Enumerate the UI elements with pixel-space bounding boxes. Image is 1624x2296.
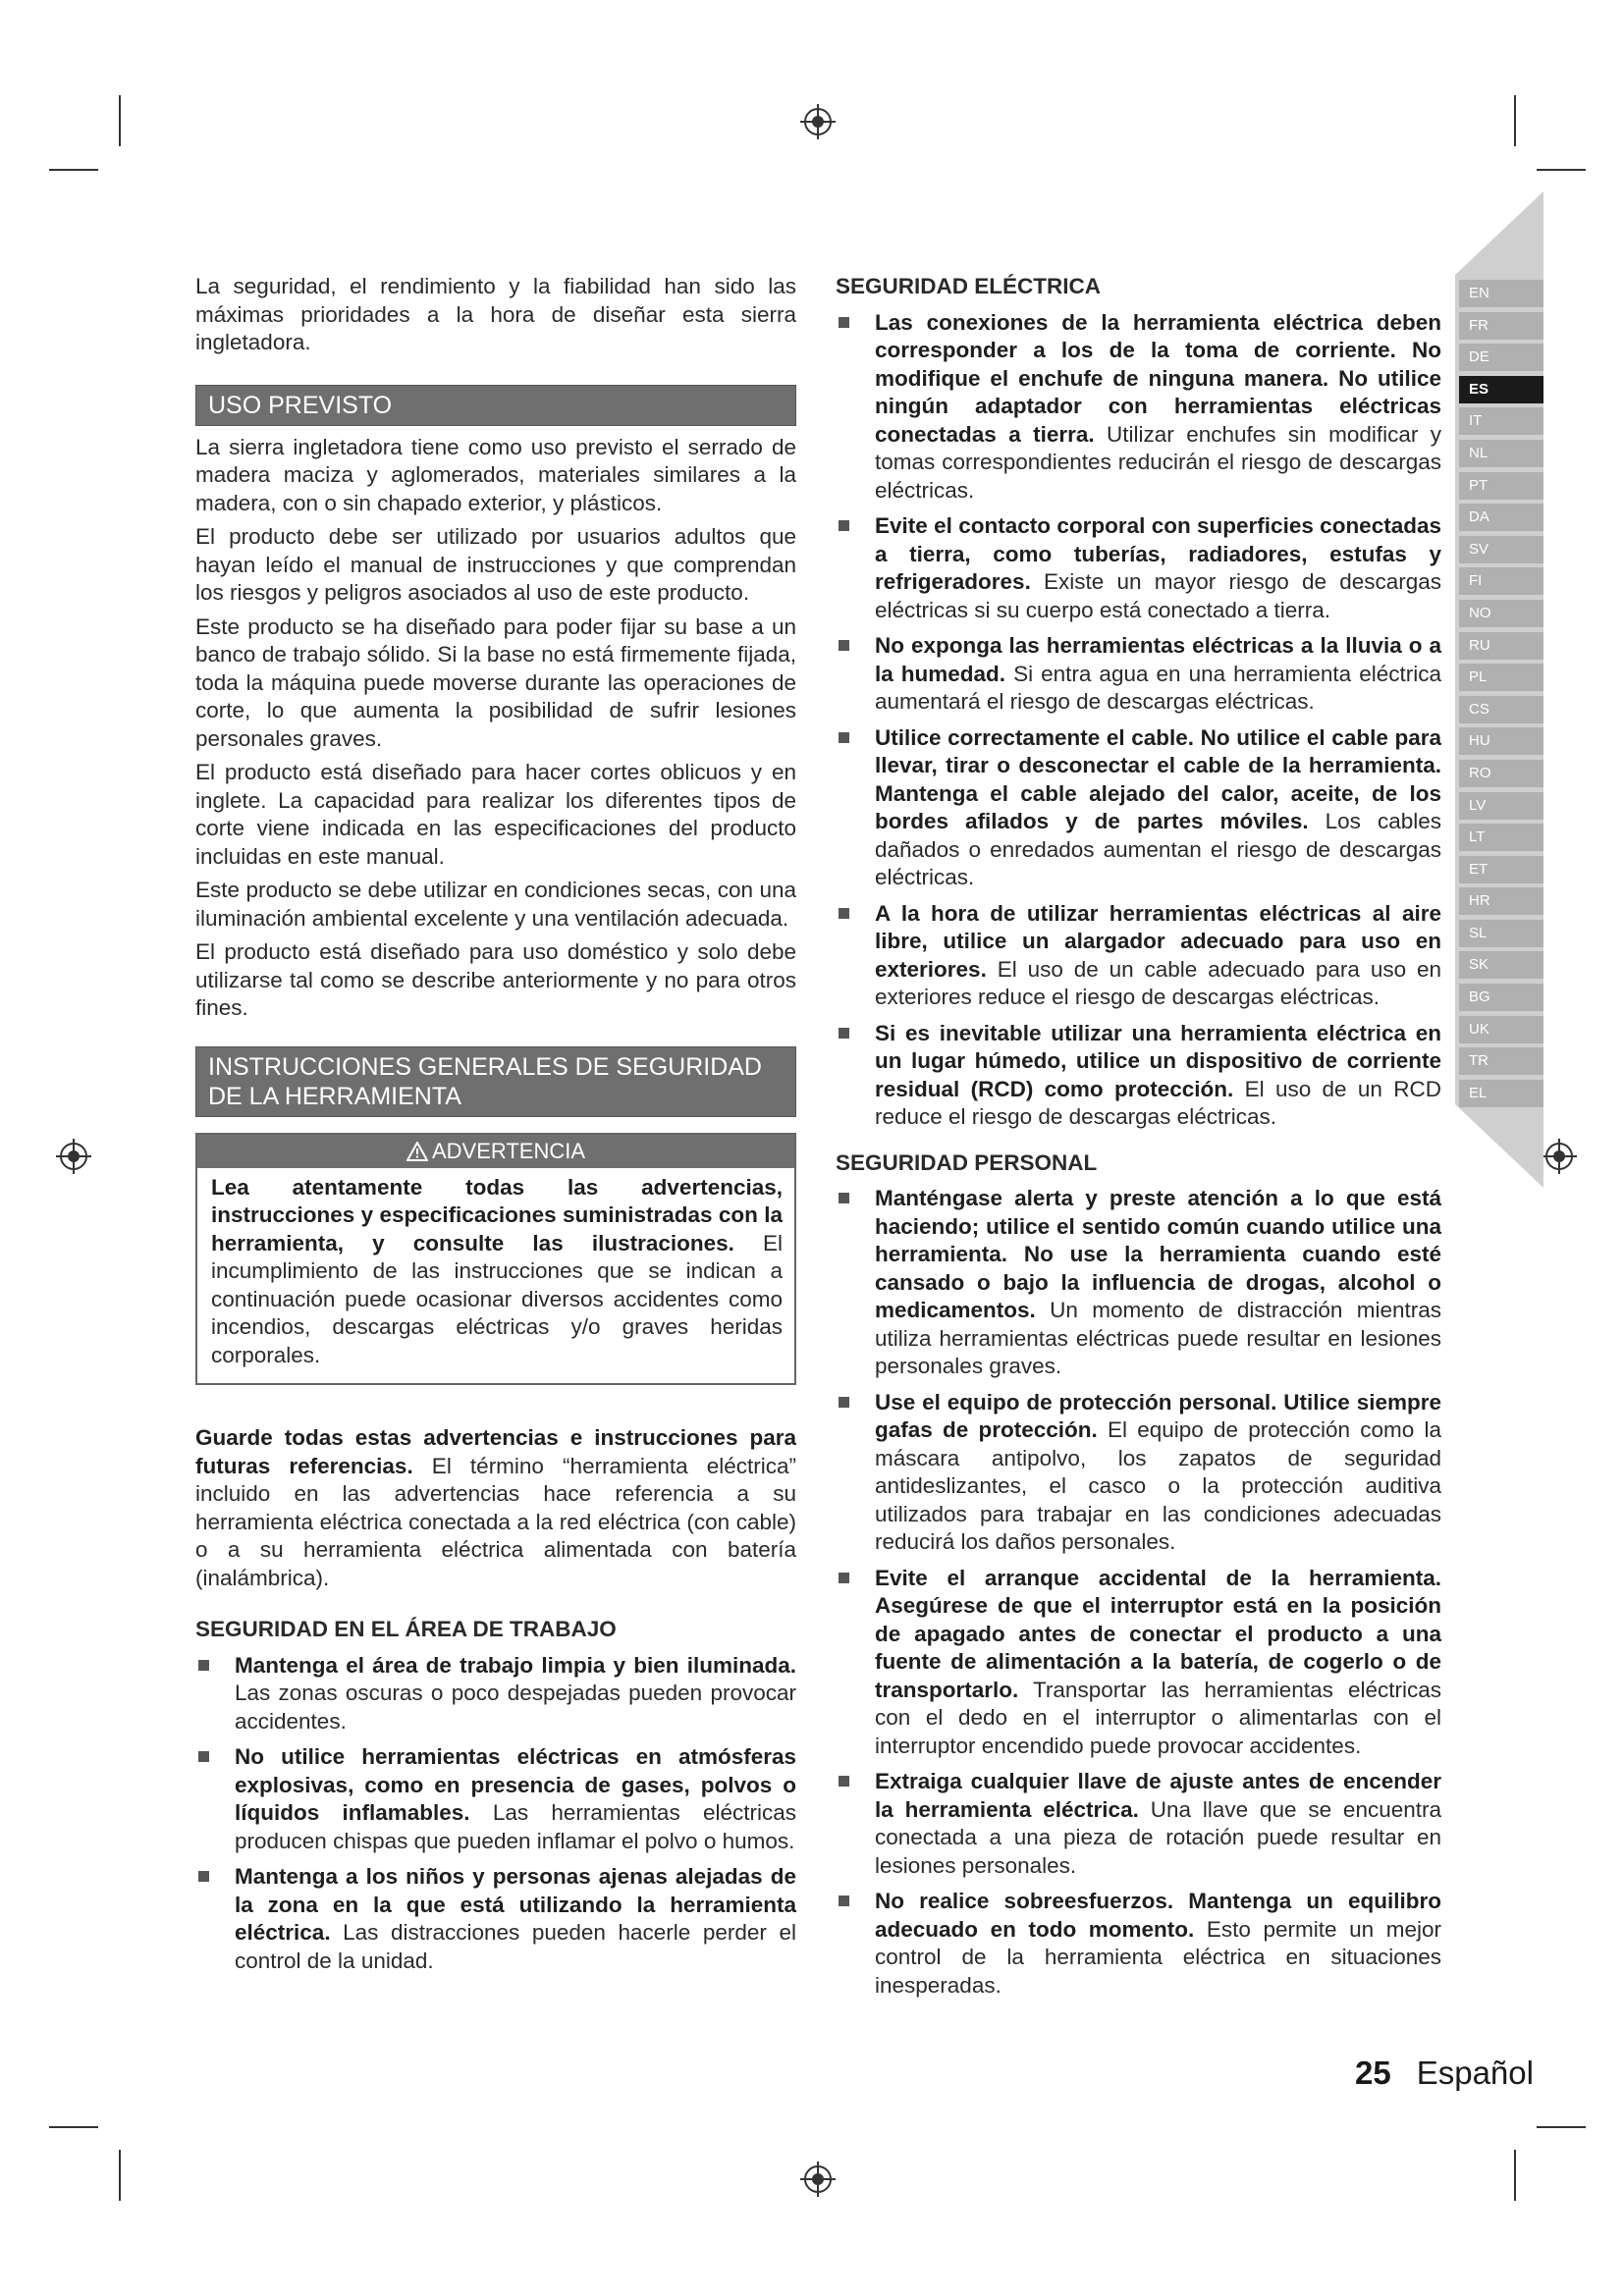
registration-mark-icon: [1540, 1137, 1579, 1176]
bullet-icon: [839, 640, 849, 651]
item-bold: Extraiga cualquier llave de ajuste antes de encender la herramienta eléctrica.: [875, 1769, 1441, 1822]
list-item: [836, 724, 1441, 892]
list-item: [836, 632, 1441, 717]
crop-mark: [1537, 169, 1586, 171]
bullet-icon: [839, 1776, 849, 1787]
crop-mark: [1514, 2150, 1516, 2201]
list-item: [836, 1888, 1441, 2000]
language-tab-sk[interactable]: SK: [1459, 951, 1543, 979]
item-text: Si entra agua en una herramienta eléctrica aumentará el riesgo de descargas eléctricas.: [875, 661, 1442, 714]
area-trabajo-list: [195, 1652, 796, 1976]
language-tab-sv[interactable]: SV: [1459, 536, 1543, 563]
registration-mark-icon: [54, 1137, 93, 1176]
paragraph: Este producto se ha diseñado para poder fijar su base a un banco de trabajo sólido. Si la base no está firmemente fijada, toda la máquina puede moverse durante las operaciones de corte, lo que aumenta la posibilidad de sufrir lesiones personales graves.: [195, 614, 796, 751]
item-text: Transportar las herramientas eléctricas con el dedo en el interruptor o alimentarlas con el interruptor encendido puede provocar accidentes.: [875, 1677, 1441, 1758]
language-tab-sl[interactable]: SL: [1459, 920, 1543, 947]
item-bold: Evite el contacto corporal con superficies conectadas a tierra, como tuberías, radiadores, estufas y refrigeradores.: [875, 513, 1441, 594]
list-item: [836, 1185, 1441, 1381]
list-item: [836, 1020, 1441, 1132]
language-tab-et[interactable]: ET: [1459, 856, 1543, 883]
bullet-icon: [839, 732, 849, 743]
item-bold: No realice sobreesfuerzos. Mantenga un equilibro adecuado en todo momento.: [875, 1889, 1441, 1942]
keep-bold: Guarde todas estas advertencias e instrucciones para futuras referencias.: [195, 1425, 796, 1478]
warning-bold: Lea atentamente todas las advertencias, instrucciones y especificaciones suministradas con la herramienta, y consulte las ilustraciones.: [211, 1174, 783, 1255]
list-item: [195, 1743, 796, 1855]
language-tab-en[interactable]: EN: [1459, 280, 1543, 307]
item-text: Las distracciones pueden hacerle perder el control de la unidad.: [235, 1920, 796, 1973]
registration-mark-icon: [798, 2160, 838, 2199]
language-tab-it[interactable]: IT: [1459, 407, 1543, 435]
item-text: El equipo de protección como la máscara antipolvo, los zapatos de seguridad antideslizantes, el casco o la protección auditiva utilizados para trabajar en las condiciones adecuadas reducirá los daños personales.: [875, 1417, 1441, 1554]
item-bold: No utilice herramientas eléctricas en atmósferas explosivas, como en presencia de gases, polvos o líquidos inflamables.: [235, 1744, 796, 1825]
language-tab-bg[interactable]: BG: [1459, 984, 1543, 1011]
item-text: Existe un mayor riesgo de descargas eléctricas si su cuerpo está conectado a tierra.: [875, 569, 1441, 622]
warning-label: ADVERTENCIA: [431, 1138, 586, 1163]
crop-mark: [1537, 2126, 1586, 2128]
item-text: El uso de un RCD reduce el riesgo de descargas eléctricas.: [875, 1076, 1442, 1129]
bullet-icon: [839, 1896, 849, 1906]
item-text: Un momento de distracción mientras utiliza herramientas eléctricas puede resultar en lesiones personales graves.: [875, 1298, 1441, 1378]
item-bold: A la hora de utilizar herramientas eléctricas al aire libre, utilice un alargador adecuado para uso en exteriores.: [875, 900, 1441, 982]
item-text: Los cables dañados o enredados aumentan el riesgo de descargas eléctricas.: [875, 809, 1441, 889]
language-tab-ro[interactable]: RO: [1459, 760, 1543, 787]
bullet-icon: [839, 1028, 849, 1039]
language-tab-hu[interactable]: HU: [1459, 727, 1543, 755]
warning-text: [197, 1168, 794, 1378]
subheading-personal: SEGURIDAD PERSONAL: [836, 1149, 1098, 1175]
crop-mark: [49, 2126, 98, 2128]
bullet-icon: [839, 1193, 849, 1203]
list-item: [195, 1652, 796, 1736]
keep-body: El término “herramienta eléctrica” incluido en las advertencias hace referencia a su herramienta eléctrica conectada a la red eléctrica (con cable) o a su herramienta eléctrica alimentada con batería (inalámbrica).: [195, 1453, 796, 1590]
item-bold: Las conexiones de la herramienta eléctrica deben corresponder a los de la toma de corriente. No modifique el enchufe de ninguna manera. No utilice ningún adaptador con herramientas eléctricas conectadas a tierra.: [875, 309, 1441, 447]
electrica-list: [836, 309, 1441, 1132]
paragraph: El producto está diseñado para uso doméstico y solo debe utilizarse tal como se describe anteriormente y no para otros fines.: [195, 939, 796, 1020]
page-footer: [1355, 2055, 1534, 2092]
language-tab-da[interactable]: DA: [1459, 504, 1543, 531]
language-tab-pt[interactable]: PT: [1459, 472, 1543, 500]
language-tabs: [1459, 280, 1543, 1111]
personal-list: [836, 1185, 1441, 2000]
list-item: [836, 512, 1441, 624]
list-item: [836, 1565, 1441, 1761]
language-name: Español: [1416, 2055, 1534, 2091]
language-tab-ru[interactable]: RU: [1459, 632, 1543, 660]
item-bold: Use el equipo de protección personal. Utilice siempre gafas de protección.: [875, 1389, 1441, 1442]
item-text: Las herramientas eléctricas producen chispas que pueden inflamar el polvo o humos.: [235, 1800, 796, 1853]
left-column: [195, 273, 796, 1983]
item-text: Esto permite un mejor control de la herramienta eléctrica en situaciones inesperadas.: [875, 1916, 1441, 1998]
warning-triangle-icon: [406, 1142, 428, 1161]
language-tab-cs[interactable]: CS: [1459, 696, 1543, 723]
intro-text: La seguridad, el rendimiento y la fiabilidad han sido las máximas prioridades a la hora de diseñar esta sierra ingletadora.: [195, 274, 796, 354]
bullet-icon: [839, 1573, 849, 1583]
crop-mark: [119, 95, 121, 146]
item-text: Utilizar enchufes sin modificar y tomas correspondientes reducirán el riesgo de descargas eléctricas.: [875, 421, 1441, 503]
language-tab-fr[interactable]: FR: [1459, 312, 1543, 340]
item-text: Una llave que se encuentra conectada a una pieza de rotación puede resultar en lesiones personales.: [875, 1796, 1442, 1878]
paragraph: Este producto se debe utilizar en condiciones secas, con una iluminación ambiental excelente y una ventilación adecuada.: [195, 878, 796, 931]
item-bold: Evite el arranque accidental de la herramienta. Asegúrese de que el interruptor está en la posición de apagado antes de conectar el producto a una fuente de alimentación a la batería, de cogerlo o de transportarlo.: [875, 1565, 1441, 1702]
language-tab-tr[interactable]: TR: [1459, 1047, 1543, 1075]
item-bold: Mantenga el área de trabajo limpia y bien iluminada.: [235, 1652, 796, 1678]
paragraph: La sierra ingletadora tiene como uso previsto el serrado de madera maciza y aglomerados, materiales similares a la madera, con o sin chapado exterior, y plásticos.: [195, 434, 796, 515]
item-text: Las zonas oscuras o poco despejadas pueden provocar accidentes.: [235, 1681, 796, 1734]
bullet-icon: [198, 1751, 209, 1762]
crop-mark: [49, 169, 98, 171]
page-number: 25: [1355, 2055, 1391, 2091]
warning-header: [197, 1135, 794, 1168]
list-item: [195, 1863, 796, 1975]
subheading-area-trabajo: SEGURIDAD EN EL ÁREA DE TRABAJO: [195, 1617, 617, 1641]
warning-box: [195, 1133, 796, 1386]
crop-mark: [1514, 95, 1516, 146]
right-column: [836, 273, 1441, 2007]
bullet-icon: [839, 1397, 849, 1408]
warning-body: El incumplimiento de las instrucciones que se indican a continuación puede ocasionar diversos accidentes como incendios, descargas eléctricas y/o graves heridas corporales.: [211, 1230, 783, 1367]
item-bold: Mantenga a los niños y personas ajenas alejadas de la zona en la que está utilizando la herramienta eléctrica.: [235, 1864, 796, 1945]
item-bold: Si es inevitable utilizar una herramienta eléctrica en un lugar húmedo, utilice un dispositivo de corriente residual (RCD) como protección.: [875, 1020, 1441, 1101]
language-tab-nl[interactable]: NL: [1459, 440, 1543, 467]
bullet-icon: [198, 1660, 209, 1671]
list-item: [836, 1389, 1441, 1557]
item-bold: Manténgase alerta y preste atención a lo que está haciendo; utilice el sentido común cuando utilice una herramienta. No use la herramienta cuando esté cansado o bajo la influencia de drogas, alcohol o medicamentos.: [875, 1186, 1441, 1322]
registration-mark-icon: [798, 102, 838, 141]
language-tab-lv[interactable]: LV: [1459, 792, 1543, 820]
item-bold: No exponga las herramientas eléctricas a la lluvia o a la humedad.: [875, 633, 1441, 686]
bullet-icon: [839, 520, 849, 531]
language-tab-hr[interactable]: HR: [1459, 887, 1543, 915]
bullet-icon: [198, 1871, 209, 1882]
section-heading-instrucciones: INSTRUCCIONES GENERALES DE SEGURIDAD DE LA HERRAMIENTA: [195, 1046, 796, 1117]
keep-instructions: [195, 1424, 796, 1592]
list-item: [836, 1768, 1441, 1880]
language-tab-fi[interactable]: FI: [1459, 567, 1543, 595]
item-text: El uso de un cable adecuado para uso en exteriores reduce el riesgo de descargas eléctricas.: [875, 956, 1441, 1009]
language-tab-es[interactable]: ES: [1459, 376, 1543, 403]
list-item: [836, 900, 1441, 1012]
language-tab-no[interactable]: NO: [1459, 600, 1543, 627]
section-heading-uso-previsto: USO PREVISTO: [195, 385, 796, 426]
item-bold: Utilice correctamente el cable. No utilice el cable para llevar, tirar o desconectar el cable de la herramienta. Mantenga el cable alejado del calor, aceite, de los bordes afilados y de partes móviles.: [875, 724, 1441, 833]
paragraph: El producto está diseñado para hacer cortes oblicuos y en inglete. La capacidad para realizar los diferentes tipos de corte viene indicada en las especificaciones del producto incluidas en este manual.: [195, 760, 796, 869]
language-tab-lt[interactable]: LT: [1459, 824, 1543, 851]
bullet-icon: [839, 317, 849, 328]
paragraph: El producto debe ser utilizado por usuarios adultos que hayan leído el manual de instrucciones y que comprendan los riesgos y peligros asociados al uso de este producto.: [195, 524, 796, 605]
subheading-electrica: SEGURIDAD ELÉCTRICA: [836, 274, 1102, 298]
language-tab-de[interactable]: DE: [1459, 344, 1543, 371]
list-item: [836, 309, 1441, 506]
language-tab-uk[interactable]: UK: [1459, 1016, 1543, 1043]
crop-mark: [119, 2150, 121, 2201]
bullet-icon: [839, 908, 849, 919]
language-tab-pl[interactable]: PL: [1459, 664, 1543, 691]
language-tab-el[interactable]: EL: [1459, 1080, 1543, 1107]
